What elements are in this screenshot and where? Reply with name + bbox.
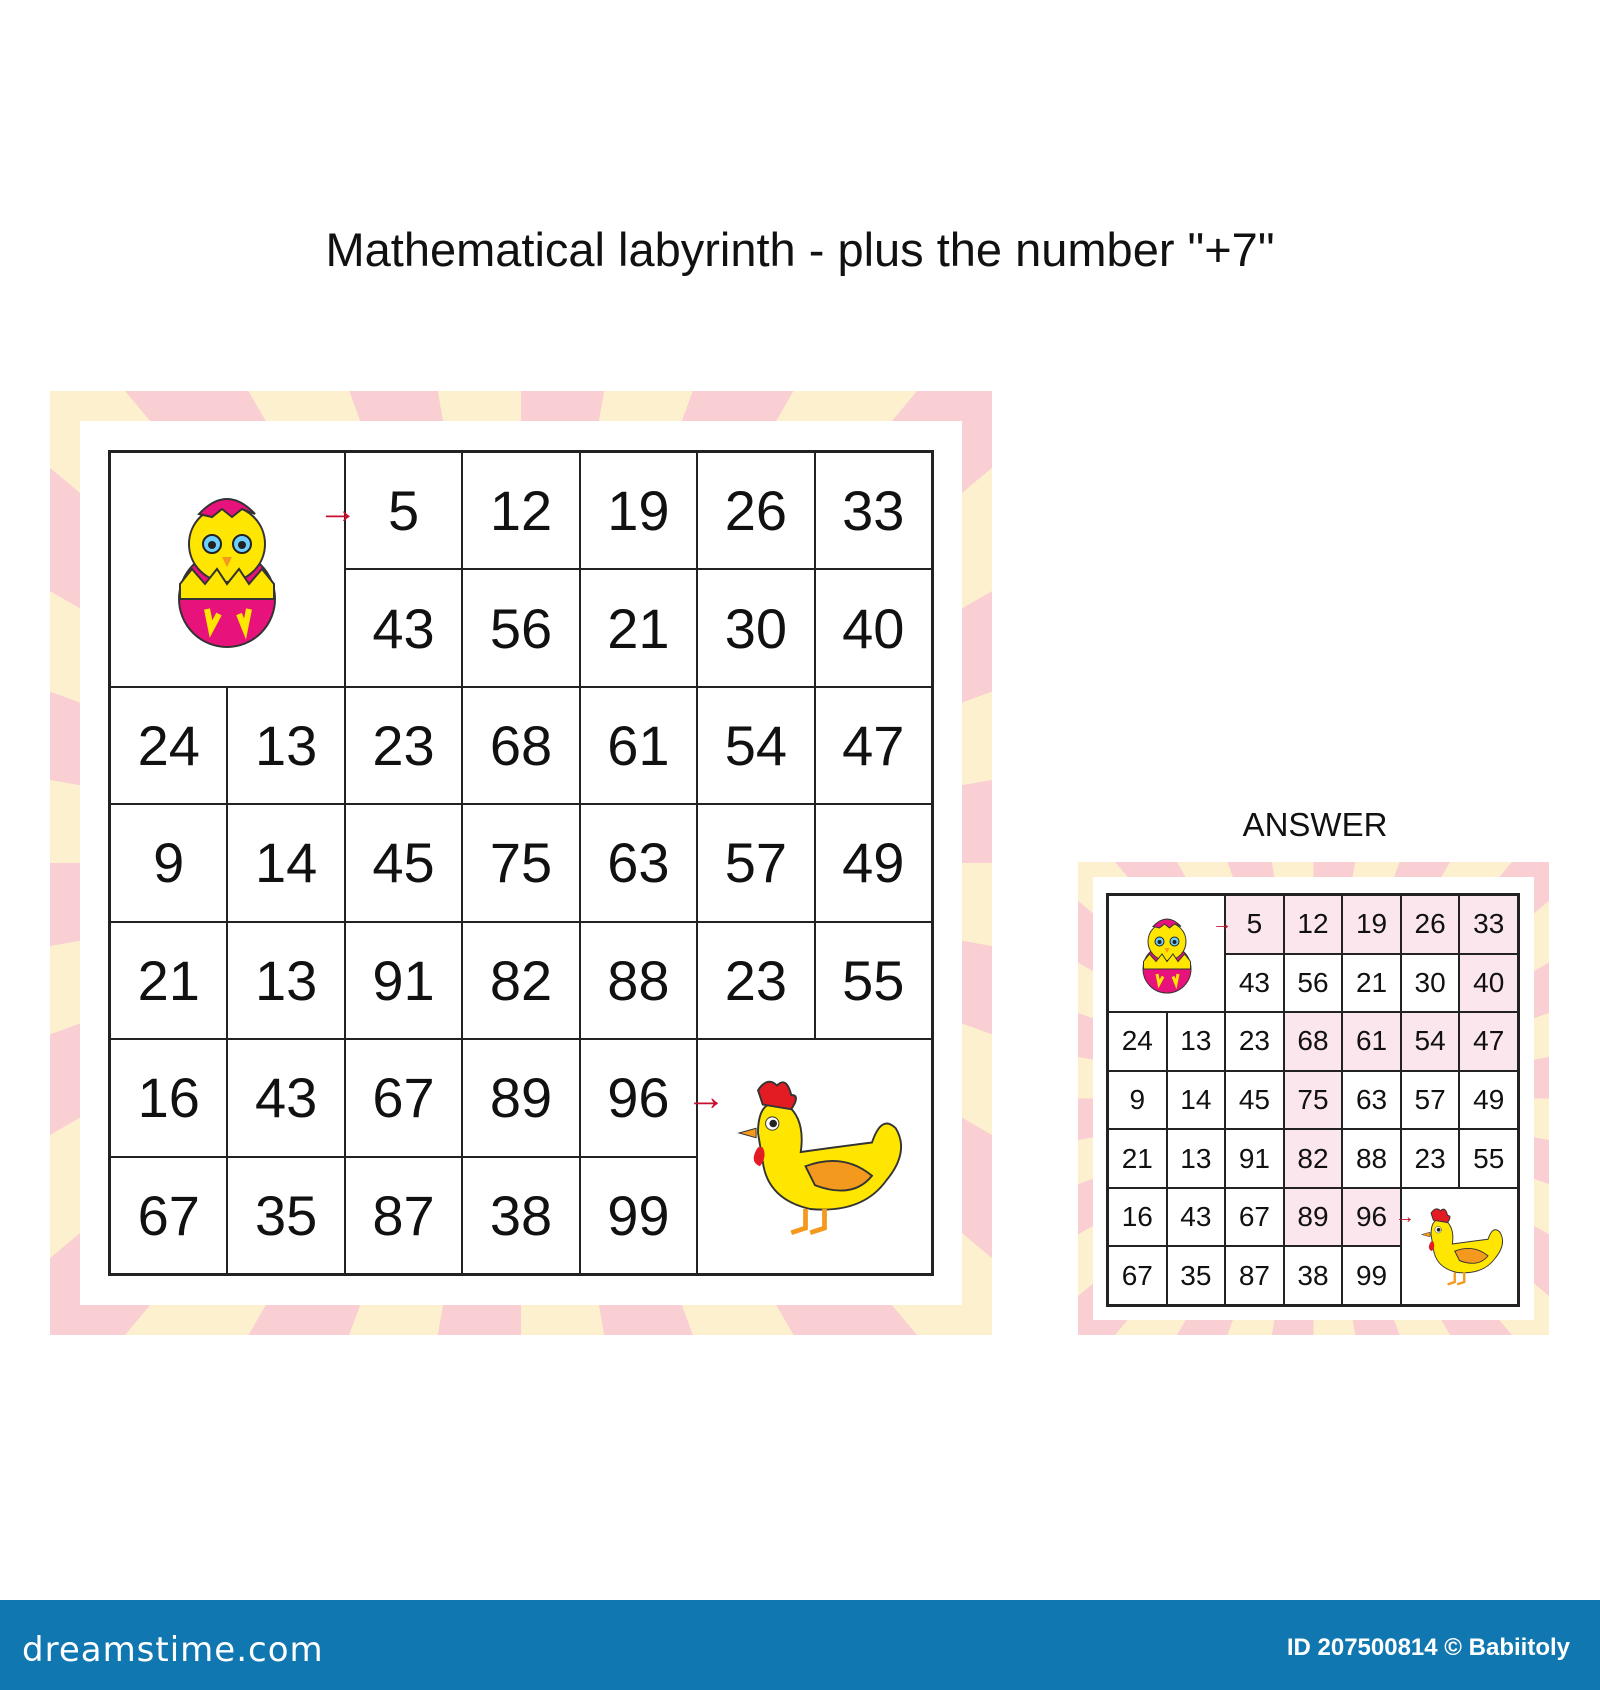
maze-cell[interactable]: 87: [345, 1157, 462, 1274]
start-chick-icon: [110, 452, 345, 687]
maze-cell[interactable]: 99: [1342, 1246, 1401, 1305]
maze-cell[interactable]: 43: [1167, 1188, 1226, 1247]
maze-cell[interactable]: 14: [227, 804, 344, 921]
maze-cell[interactable]: 87: [1225, 1246, 1284, 1305]
maze-cell[interactable]: 13: [1167, 1129, 1226, 1188]
answer-label: ANSWER: [1242, 806, 1388, 843]
maze-cell[interactable]: 82: [462, 922, 579, 1039]
maze-cell[interactable]: 23: [345, 687, 462, 804]
maze-cell[interactable]: 49: [1459, 1071, 1518, 1130]
maze-cell[interactable]: 88: [1342, 1129, 1401, 1188]
maze-cell[interactable]: 96 →: [580, 1039, 697, 1156]
maze-cell[interactable]: 68: [462, 687, 579, 804]
maze-cell[interactable]: 45: [1225, 1071, 1284, 1130]
page-title: Mathematical labyrinth - plus the number "+7": [325, 223, 1275, 276]
maze-cell[interactable]: 16: [110, 1039, 227, 1156]
maze-cell[interactable]: 82: [1284, 1129, 1343, 1188]
maze-cell[interactable]: 9: [110, 804, 227, 921]
finish-arrow-icon: →: [1394, 1205, 1415, 1228]
maze-cell[interactable]: 57: [1401, 1071, 1460, 1130]
maze-cell[interactable]: 47: [815, 687, 932, 804]
maze-cell[interactable]: 38: [1284, 1246, 1343, 1305]
start-arrow-icon: →: [1212, 912, 1233, 935]
puzzle-grid: [108, 450, 934, 1276]
maze-cell[interactable]: 13: [227, 687, 344, 804]
maze-cell[interactable]: 89: [1284, 1188, 1343, 1247]
maze-cell[interactable]: 63: [580, 804, 697, 921]
maze-cell[interactable]: 19: [1342, 895, 1401, 954]
maze-cell[interactable]: 16: [1108, 1188, 1167, 1247]
maze-cell[interactable]: 5 →: [1225, 895, 1284, 954]
maze-cell[interactable]: 55: [815, 922, 932, 1039]
maze-cell[interactable]: 99: [580, 1157, 697, 1274]
maze-cell[interactable]: 91: [345, 922, 462, 1039]
maze-cell[interactable]: 75: [462, 804, 579, 921]
maze-cell[interactable]: 12: [1284, 895, 1343, 954]
footer-bar: [0, 1600, 1600, 1690]
start-chick-icon: [1108, 895, 1225, 1012]
maze-cell[interactable]: 49: [815, 804, 932, 921]
maze-cell[interactable]: 55: [1459, 1129, 1518, 1188]
maze-cell[interactable]: 30: [697, 569, 814, 686]
maze-cell[interactable]: 67: [110, 1157, 227, 1274]
maze-cell[interactable]: 89: [462, 1039, 579, 1156]
maze-cell[interactable]: 43: [227, 1039, 344, 1156]
maze-cell[interactable]: 9: [1108, 1071, 1167, 1130]
maze-cell[interactable]: 54: [697, 687, 814, 804]
maze-cell[interactable]: 23: [1401, 1129, 1460, 1188]
maze-cell[interactable]: 43: [345, 569, 462, 686]
maze-cell[interactable]: 54: [1401, 1012, 1460, 1071]
maze-cell[interactable]: 21: [110, 922, 227, 1039]
maze-cell[interactable]: 57: [697, 804, 814, 921]
maze-cell[interactable]: 75: [1284, 1071, 1343, 1130]
maze-cell[interactable]: 21: [1342, 954, 1401, 1013]
maze-cell[interactable]: 5 →: [345, 452, 462, 569]
maze-cell[interactable]: 61: [580, 687, 697, 804]
maze-cell[interactable]: 45: [345, 804, 462, 921]
finish-arrow-icon: →: [686, 1075, 727, 1120]
maze-cell[interactable]: 61: [1342, 1012, 1401, 1071]
maze-cell[interactable]: 35: [1167, 1246, 1226, 1305]
maze-cell[interactable]: 21: [1108, 1129, 1167, 1188]
dreamstime-logo[interactable]: dreamstime.com: [22, 1630, 324, 1670]
maze-cell[interactable]: 63: [1342, 1071, 1401, 1130]
finish-hen-icon: [697, 1039, 932, 1274]
maze-cell[interactable]: 26: [697, 452, 814, 569]
maze-cell[interactable]: 91: [1225, 1129, 1284, 1188]
maze-cell[interactable]: 43: [1225, 954, 1284, 1013]
maze-cell[interactable]: 40: [815, 569, 932, 686]
maze-cell[interactable]: 33: [815, 452, 932, 569]
maze-cell[interactable]: 30: [1401, 954, 1460, 1013]
maze-cell[interactable]: 67: [1225, 1188, 1284, 1247]
maze-cell[interactable]: 56: [1284, 954, 1343, 1013]
maze-cell[interactable]: 23: [1225, 1012, 1284, 1071]
maze-cell[interactable]: 14: [1167, 1071, 1226, 1130]
maze-cell[interactable]: 96 →: [1342, 1188, 1401, 1247]
maze-cell[interactable]: 56: [462, 569, 579, 686]
maze-cell[interactable]: 24: [110, 687, 227, 804]
maze-cell[interactable]: 67: [345, 1039, 462, 1156]
finish-hen-icon: [1401, 1188, 1518, 1305]
start-arrow-icon: →: [317, 488, 358, 533]
maze-cell[interactable]: 23: [697, 922, 814, 1039]
maze-cell[interactable]: 21: [580, 569, 697, 686]
maze-cell[interactable]: 24: [1108, 1012, 1167, 1071]
maze-cell[interactable]: 13: [1167, 1012, 1226, 1071]
image-credit: ID 207500814 © Babiitoly: [1286, 1634, 1570, 1661]
maze-cell[interactable]: 13: [227, 922, 344, 1039]
maze-cell[interactable]: 19: [580, 452, 697, 569]
maze-cell[interactable]: 67: [1108, 1246, 1167, 1305]
maze-cell[interactable]: 38: [462, 1157, 579, 1274]
maze-cell[interactable]: 47: [1459, 1012, 1518, 1071]
maze-cell[interactable]: 12: [462, 452, 579, 569]
maze-cell[interactable]: 40: [1459, 954, 1518, 1013]
maze-cell[interactable]: 88: [580, 922, 697, 1039]
maze-cell[interactable]: 33: [1459, 895, 1518, 954]
maze-cell[interactable]: 26: [1401, 895, 1460, 954]
maze-cell[interactable]: 35: [227, 1157, 344, 1274]
maze-cell[interactable]: 68: [1284, 1012, 1343, 1071]
answer-grid: [1106, 893, 1520, 1307]
